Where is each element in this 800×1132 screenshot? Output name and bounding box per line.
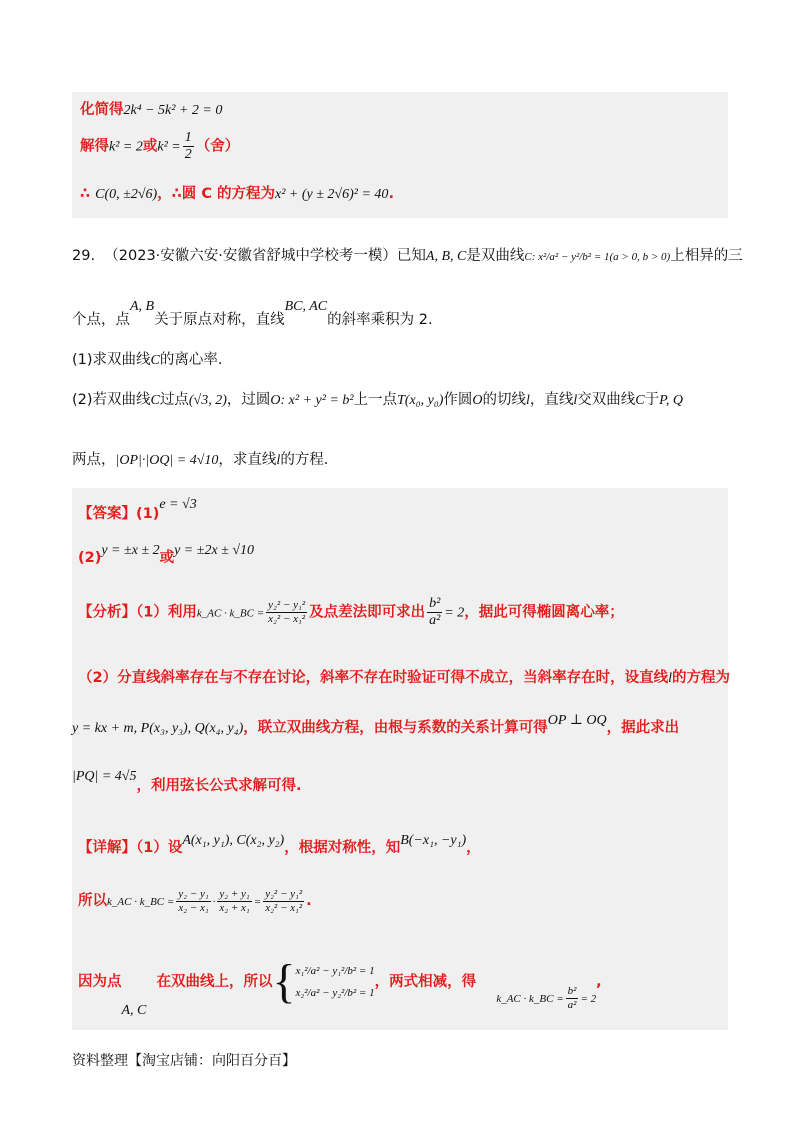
part-2-cont	[72, 448, 328, 469]
part2-text-e: 作圆	[443, 392, 473, 408]
detail-label: 【详解】（1）设	[78, 840, 183, 856]
fraction-1	[176, 888, 210, 914]
answer-2b: y = ±2x ± √10	[174, 543, 255, 558]
detail-slope-product: k_AC · k_BC =	[107, 896, 175, 909]
previous-solution-block	[72, 92, 728, 218]
problem-text-b: 关于原点对称，直线	[154, 312, 285, 328]
problem-line-2	[72, 299, 433, 329]
problem-number: 29.	[72, 248, 96, 264]
or-text: 或	[142, 138, 158, 155]
simplify-label: 化简得	[80, 102, 124, 118]
hyperbola-c-2: C	[635, 393, 645, 408]
on-hyperbola-text: 在双曲线上，所以	[156, 974, 273, 990]
point-t: T(x₀, y₀)	[397, 393, 444, 408]
so-label: 所以	[78, 893, 107, 910]
result-num: b²	[567, 984, 577, 997]
system-eq-2: x₂²/a² − y₂²/b² = 1	[295, 987, 375, 999]
answer-1: e = √3	[159, 497, 197, 512]
period: .	[388, 186, 394, 202]
circle-text: ，∴圆 C 的方程为	[157, 186, 276, 202]
part2-text-b: 过点	[159, 392, 189, 408]
solve-value-b: k² =	[157, 139, 181, 155]
answer-block	[72, 488, 728, 1030]
line-l: l	[526, 393, 530, 408]
slope-fraction-den: x₂² − x₁²	[268, 613, 306, 626]
symmetry-text: ，根据对称性，知	[284, 840, 401, 856]
fraction-2-den: x₂ + x₁	[219, 901, 250, 914]
comma: ，	[466, 840, 481, 856]
detail-line-3	[78, 955, 602, 1018]
slope-fraction	[266, 599, 307, 625]
analysis-line-3	[72, 713, 680, 737]
op-perp-oq: OP ⊥ OQ	[547, 713, 607, 728]
detail-line-2: 所以k_AC · k_BC = $\frac{\text{y₂ − y₁}}{\text{x₂ − x₁}}$ · $\frac{\text{y₂ + y₁}}{\text{x₂ + x₁}}$ = $\frac{\text{y₂² − y₁²}}{\text{x₂² − x₁²}}$ .	[78, 888, 312, 914]
problem-source: （2023·安徽六安·安徽省舒城中学校考一模）已知	[104, 248, 426, 264]
problem-text-end: 上相异的三	[670, 248, 743, 264]
points-pq: P, Q	[659, 393, 683, 408]
answer-label: 【答案】(1)	[78, 506, 160, 522]
fraction-3-num: y₂² − y₁²	[265, 888, 303, 900]
lines-bc-ac: BC, AC	[284, 299, 328, 314]
part2-text-k: ，求直线	[218, 452, 277, 468]
hyperbola-equation: C: x²/a² − y²/b² = 1(a > 0, b > 0)	[524, 251, 671, 263]
part-1	[72, 348, 223, 369]
circle-o: O	[472, 393, 483, 408]
answer-2-label: (2)	[78, 550, 102, 566]
part2-text-g: ，直线	[529, 392, 574, 408]
line-pq-setup: y = kx + m, P(x₃, y₃), Q(x₄, y₄)	[72, 721, 244, 736]
part-2	[72, 388, 683, 409]
fraction-3-den: x₂² − x₁²	[265, 901, 303, 914]
analysis-line3-text: ，联立双曲线方程，由根与系数的关系计算可得	[243, 720, 548, 736]
analysis-line3-end: ，据此求出	[606, 720, 680, 736]
solve-label: 解得	[80, 138, 109, 155]
analysis-line-1	[78, 596, 624, 629]
analysis-line2-text: （2）分直线斜率存在与不存在讨论，斜率不存在时验证可得不成立，当斜率存在时，设直线	[78, 670, 669, 686]
part2-text-c: ，过圆	[226, 392, 271, 408]
dot: .	[306, 893, 312, 910]
problem-text-a: 个点，点	[72, 312, 130, 328]
part2-text-f: 的切线	[482, 392, 526, 408]
simplify-line	[80, 98, 222, 119]
b2-over-a2	[427, 596, 442, 629]
analysis-line2-end: 的方程为	[671, 670, 730, 686]
part2-text-m: 的方程.	[280, 452, 329, 468]
result-equals-two: = 2	[580, 993, 597, 1005]
subtract-text: ，两式相减，得	[374, 974, 477, 990]
fraction-numerator: 1	[183, 130, 194, 147]
therefore-symbol: ∴	[80, 186, 91, 202]
system-eq-1: x₁²/a² − y₁²/b² = 1	[295, 965, 375, 977]
solve-line	[80, 130, 239, 163]
fraction-1-den: x₂ − x₁	[178, 901, 209, 914]
analysis-mid: 及点差法即可求出	[309, 604, 426, 621]
part2-text-j: 两点，	[72, 452, 116, 468]
analysis-line-2	[78, 666, 730, 687]
fraction-3	[263, 888, 304, 914]
points-a-c: A(x₁, y₁), C(x₂, y₂)	[182, 833, 285, 848]
detail-line-1	[78, 833, 481, 857]
part2-point: (√3, 2)	[188, 393, 227, 408]
circle-o-equation: O: x² + y² = b²	[270, 393, 354, 408]
part2-text-a: (2)若双曲线	[72, 392, 151, 408]
result-den: a²	[567, 998, 577, 1011]
result-end: ,	[596, 974, 602, 990]
problem-line-1	[72, 244, 743, 265]
result-fraction	[566, 985, 579, 1011]
points-abc: A, B, C	[425, 249, 467, 264]
line-l-2: l	[573, 393, 578, 408]
analysis-line-4	[72, 769, 302, 795]
equals-two: = 2	[444, 605, 465, 621]
page-footer: 资料整理【淘宝店铺：向阳百分百】	[72, 1053, 296, 1069]
simplify-equation: 2k⁴ − 5k² + 2 = 0	[123, 103, 223, 118]
fraction-half	[183, 130, 194, 163]
part1-text-b: 的离心率.	[159, 352, 223, 368]
b2a2-num: b²	[427, 596, 442, 613]
point-b: B(−x₁, −y₁)	[400, 833, 467, 848]
pq-length: |PQ| = 4√5	[72, 769, 137, 784]
op-oq-condition: |OP|·|OQ| = 4√10	[115, 453, 219, 468]
analysis-end: ，据此可得椭圆离心率；	[464, 604, 624, 621]
problem-text-c: 的斜率乘积为 2.	[327, 312, 433, 328]
slope-fraction-num: y₂² − y₁²	[268, 599, 306, 612]
system-brace: {	[272, 955, 296, 1008]
part1-text-a: (1)求双曲线	[72, 352, 151, 368]
discard-note: （舍）	[195, 138, 240, 155]
analysis-line4-text: ，利用弦长公式求解可得.	[136, 778, 302, 794]
part2-hyperbola-c: C	[150, 393, 160, 408]
answer-line-2	[78, 543, 255, 567]
part1-hyperbola-c: C	[150, 353, 160, 368]
analysis-line-l: l	[668, 671, 672, 686]
result-slope-product: k_AC · k_BC =	[496, 993, 564, 1005]
fraction-denominator: 2	[184, 147, 192, 163]
equation-system	[296, 965, 375, 999]
fraction-1-num: y₂ − y₁	[178, 888, 209, 900]
answer-or: 或	[159, 550, 175, 566]
fraction-2-num: y₂ + y₁	[219, 888, 250, 900]
answer-line-1	[78, 497, 197, 523]
analysis-label: 【分析】（1）利用	[78, 604, 197, 621]
center-point: C(0, ±2√6)	[95, 187, 158, 202]
solve-value-a: k² = 2	[109, 139, 143, 155]
slope-product: k_AC · k_BC =	[196, 607, 265, 620]
part2-text-i: 于	[644, 392, 660, 408]
line-l-3: l	[276, 453, 281, 468]
part2-text-h: 交双曲线	[577, 392, 636, 408]
b2a2-den: a²	[429, 613, 441, 629]
part2-text-d: 上一点	[353, 392, 398, 408]
points-ab: A, B	[130, 299, 155, 314]
because-label: 因为点	[78, 974, 122, 990]
answer-2a: y = ±x ± 2	[101, 543, 160, 558]
circle-equation-line	[80, 182, 394, 203]
fraction-2	[217, 888, 251, 914]
hyperbola-text: 是双曲线	[466, 248, 525, 264]
points-ac: A, C	[121, 1003, 147, 1018]
circle-equation: x² + (y ± 2√6)² = 40	[275, 187, 389, 202]
